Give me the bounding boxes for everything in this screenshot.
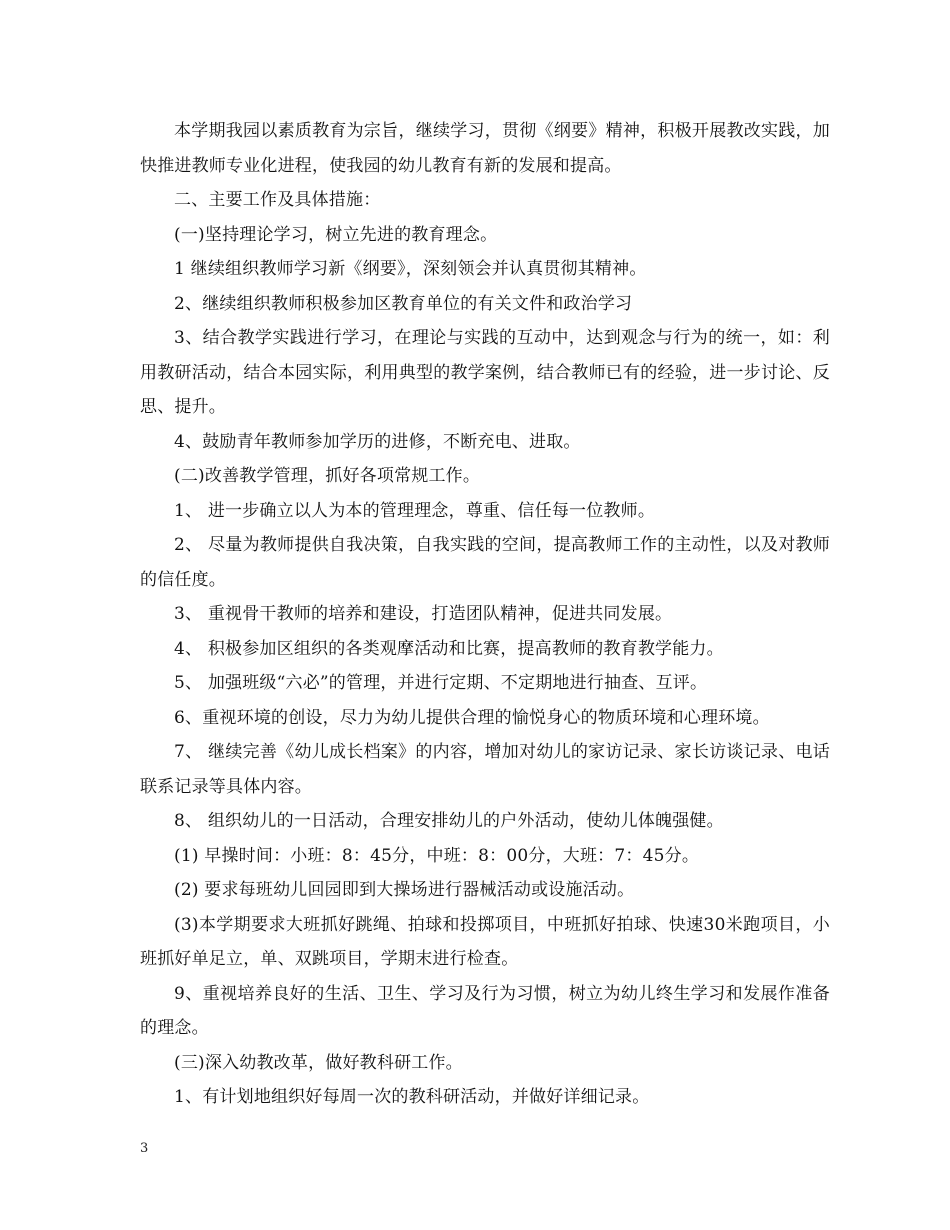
list-item: 2、 尽量为教师提供自我决策，自我实践的空间，提高教师工作的主动性，以及对教师的信任度。 — [140, 535, 830, 590]
subsection-heading-teaching-management: (二)改善教学管理，抓好各项常规工作。 — [174, 466, 481, 486]
list-item: 5、 加强班级“六必”的管理，并进行定期、不定期地进行抽查、互评。 — [174, 673, 708, 693]
sub-list-item: (3)本学期要求大班抓好跳绳、拍球和投掷项目，中班抓好拍球、快速30米跑项目，小班抓好单足立，单、双跳项目，学期末进行检查。 — [140, 914, 830, 969]
list-item: 1、有计划地组织好每周一次的教科研活动，并做好详细记录。 — [174, 1087, 650, 1107]
list-item: 1 继续组织教师学习新《纲要》，深刻领会并认真贯彻其精神。 — [174, 259, 647, 279]
page-number: 3 — [140, 1141, 149, 1156]
document-body — [140, 114, 830, 1115]
intro-paragraph: 本学期我园以素质教育为宗旨，继续学习，贯彻《纲要》精神，积极开展教改实践，加快推进教师专业化进程，使我园的幼儿教育有新的发展和提高。 — [140, 121, 830, 176]
section-heading-main-work: 二、主要工作及具体措施： — [174, 190, 381, 210]
list-item: 9、重视培养良好的生活、卫生、学习及行为习惯，树立为幼儿终生学习和发展作准备的理念。 — [140, 983, 830, 1038]
list-item: 3、 重视骨干教师的培养和建设，打造团队精神，促进共同发展。 — [174, 604, 673, 624]
list-item: 8、 组织幼儿的一日活动，合理安排幼儿的户外活动，使幼儿体魄强健。 — [174, 811, 724, 831]
list-item: 2、继续组织教师积极参加区教育单位的有关文件和政治学习 — [174, 293, 633, 314]
subsection-heading-research: (三)深入幼教改革，做好教科研工作。 — [174, 1052, 463, 1073]
subsection-heading-theory-study: (一)坚持理论学习，树立先进的教育理念。 — [174, 224, 498, 245]
list-item: 4、鼓励青年教师参加学历的进修，不断充电、进取。 — [174, 431, 581, 452]
list-item: 3、结合教学实践进行学习，在理论与实践的互动中，达到观念与行为的统一，如：利用教研活动，结合本园实际，利用典型的教学案例，结合教师已有的经验，进一步讨论、反思、提升。 — [140, 328, 830, 417]
list-item: 4、 积极参加区组织的各类观摩活动和比赛，提高教师的教育教学能力。 — [174, 638, 724, 659]
sub-list-item: (2) 要求每班幼儿回园即到大操场进行器械活动或设施活动。 — [174, 880, 635, 900]
list-item: 6、重视环境的创设，尽力为幼儿提供合理的愉悦身心的物质环境和心理环境。 — [174, 707, 770, 728]
list-item: 1、 进一步确立以人为本的管理理念，尊重、信任每一位教师。 — [174, 500, 656, 521]
list-item: 7、 继续完善《幼儿成长档案》的内容，增加对幼儿的家访记录、家长访谈记录、电话联系记录等具体内容。 — [140, 742, 830, 797]
sub-list-item: (1) 早操时间：小班：8：45分，中班：8：00分，大班：7：45分。 — [174, 845, 700, 866]
